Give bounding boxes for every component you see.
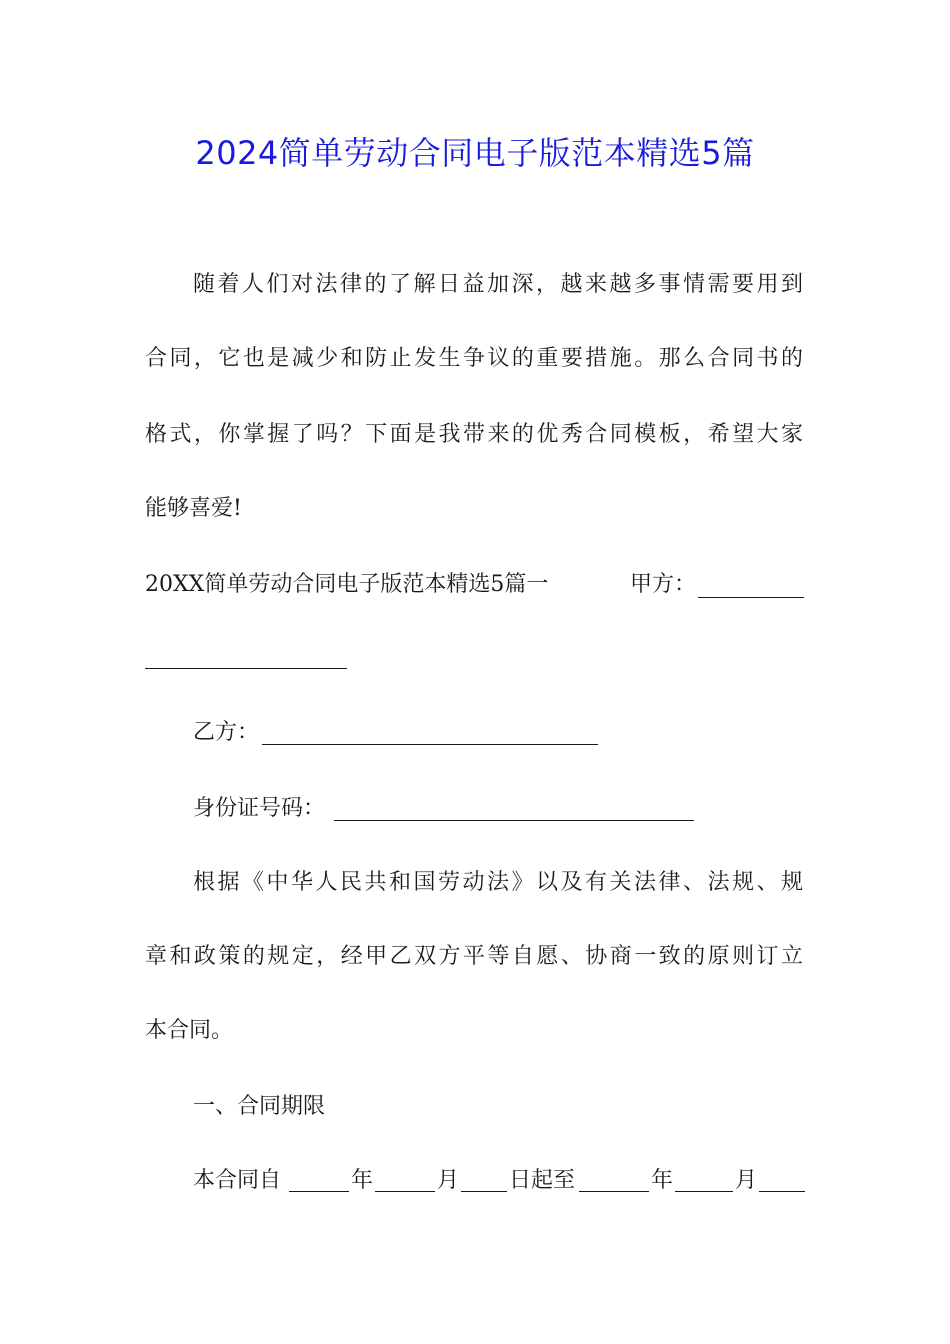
basis-line-1: 根据《中华人民共和国劳动法》以及有关法律、法规、规 xyxy=(193,870,803,895)
term-day-from-label: 日起至 xyxy=(509,1168,576,1193)
term-year2-blank xyxy=(579,1171,649,1192)
term-year-label: 年 xyxy=(351,1168,374,1193)
intro-line-4: 能够喜爱! xyxy=(145,496,242,521)
clause-one-heading: 一、合同期限 xyxy=(193,1094,326,1119)
party-b-blank xyxy=(262,724,598,745)
party-b-label: 乙方： xyxy=(193,720,260,745)
basis-line-3: 本合同。 xyxy=(145,1018,234,1043)
term-month-label: 月 xyxy=(437,1168,460,1193)
party-a-blank-continued xyxy=(145,648,347,669)
term-trailing-blank xyxy=(759,1171,805,1192)
party-a-blank xyxy=(698,577,804,598)
term-day-blank xyxy=(461,1171,507,1192)
term-month2-blank xyxy=(675,1171,733,1192)
section-heading: 20XX简单劳动合同电子版范本精选5篇一 xyxy=(145,572,549,597)
term-month-blank xyxy=(375,1171,435,1192)
document-title: 2024简单劳动合同电子版范本精选5篇 xyxy=(195,134,755,172)
term-year2-label: 年 xyxy=(651,1168,674,1193)
term-month2-label: 月 xyxy=(735,1168,758,1193)
intro-line-1: 随着人们对法律的了解日益加深，越来越多事情需要用到 xyxy=(193,272,803,297)
intro-line-3: 格式，你掌握了吗？下面是我带来的优秀合同模板，希望大家 xyxy=(145,422,803,447)
id-number-label: 身份证号码： xyxy=(193,796,326,821)
intro-line-2: 合同，它也是减少和防止发生争议的重要措施。那么合同书的 xyxy=(145,346,803,371)
party-a-label: 甲方： xyxy=(630,572,697,597)
term-year-blank xyxy=(289,1171,349,1192)
term-prefix: 本合同自 xyxy=(193,1168,282,1193)
id-number-blank xyxy=(334,800,694,821)
basis-line-2: 章和政策的规定，经甲乙双方平等自愿、协商一致的原则订立 xyxy=(145,944,803,969)
